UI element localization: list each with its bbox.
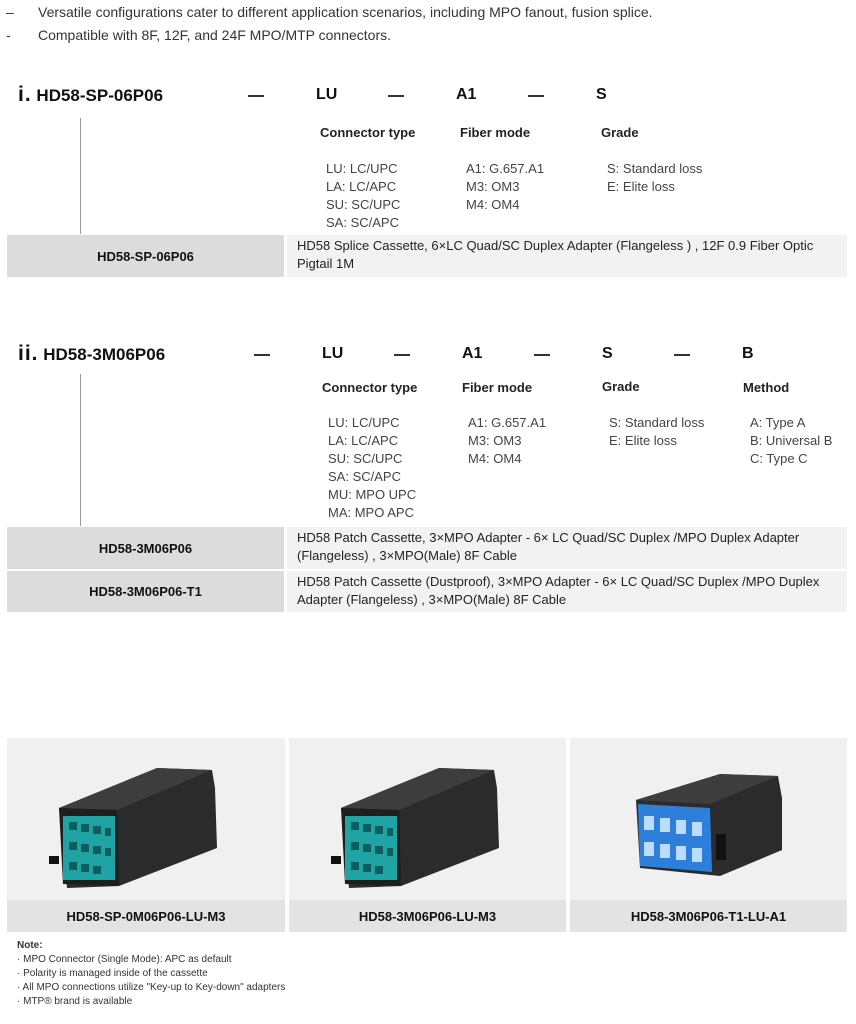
column-heading: Connector type	[322, 380, 418, 395]
roman-numeral: i	[18, 83, 25, 106]
section-2-title: ii. HD58-3M06P06	[18, 342, 166, 365]
option: SA: SC/APC	[328, 469, 401, 484]
connector-options	[326, 160, 400, 232]
product-card	[7, 738, 285, 932]
option: A1: G.657.A1	[468, 415, 547, 430]
product-caption: HD58-SP-0M06P06-LU-M3	[7, 900, 285, 932]
option: MU: MPO UPC	[328, 487, 417, 502]
fiber-options	[468, 414, 546, 468]
option: S: Standard loss	[607, 161, 703, 176]
product-image	[289, 738, 566, 898]
model-code: HD58-3M06P06	[43, 345, 166, 364]
option: LA: LC/APC	[326, 179, 397, 194]
note-item: · MTP® brand is available	[17, 996, 133, 1007]
adapter-block	[345, 816, 397, 880]
code-separator	[528, 95, 544, 97]
model-cell: HD58-3M06P06	[7, 527, 284, 569]
option: LU: LC/UPC	[328, 415, 400, 430]
option: C: Type C	[750, 451, 808, 466]
section-1-title: i. HD58-SP-06P06	[18, 83, 164, 106]
column-heading: Grade	[602, 379, 640, 394]
description-cell	[287, 571, 847, 612]
note-block	[17, 939, 285, 1009]
option: LA: LC/APC	[328, 433, 399, 448]
note-item: · Polarity is managed inside of the cassette	[17, 968, 208, 979]
connector-options	[328, 414, 416, 522]
description-line: Pigtail 1M	[297, 256, 355, 271]
tree-connector-line	[80, 118, 81, 234]
table-row	[7, 571, 847, 612]
intro-bullet	[0, 4, 856, 22]
description-cell	[287, 235, 847, 277]
bullet-dash: -	[6, 27, 11, 43]
code-part-grade: S	[602, 345, 613, 362]
fiber-options	[466, 160, 544, 214]
option: SU: SC/UPC	[328, 451, 403, 466]
option: M4: OM4	[466, 197, 520, 212]
note-item: · MPO Connector (Single Mode): APC as default	[17, 954, 232, 965]
model-cell: HD58-SP-06P06	[7, 235, 284, 277]
description-line: HD58 Patch Cassette, 3×MPO Adapter - 6× LC Quad/SC Duplex /MPO Duplex Adapter	[297, 530, 800, 545]
column-heading: Fiber mode	[460, 125, 531, 140]
code-separator	[674, 354, 690, 356]
adapter-block	[638, 804, 712, 872]
table-row	[7, 235, 847, 277]
roman-numeral: ii	[18, 342, 32, 365]
code-separator	[394, 354, 410, 356]
option: A: Type A	[750, 415, 806, 430]
description-line: HD58 Splice Cassette, 6×LC Quad/SC Duplex Adapter (Flangeless ) , 12F 0.9 Fiber Optic	[297, 238, 814, 253]
product-image	[570, 738, 847, 898]
option: SA: SC/APC	[326, 215, 399, 230]
code-part-fiber: A1	[462, 345, 483, 362]
note-item: · All MPO connections utilize "Key-up to Key-down" adapters	[17, 982, 286, 993]
code-separator	[534, 354, 550, 356]
product-caption: HD58-3M06P06-T1-LU-A1	[570, 900, 847, 932]
column-heading: Fiber mode	[462, 380, 533, 395]
description-line: HD58 Patch Cassette (Dustproof), 3×MPO Adapter - 6× LC Quad/SC Duplex /MPO Duplex	[297, 574, 820, 589]
code-part-method: B	[742, 345, 754, 362]
code-separator	[254, 354, 270, 356]
method-options	[750, 414, 832, 468]
option: M3: OM3	[466, 179, 520, 194]
code-separator	[388, 95, 404, 97]
cassette-image	[7, 738, 285, 898]
option: S: Standard loss	[609, 415, 705, 430]
grade-options	[607, 160, 702, 196]
column-heading: Method	[743, 380, 790, 395]
code-separator	[248, 95, 264, 97]
option: SU: SC/UPC	[326, 197, 401, 212]
code-part-connector: LU	[316, 86, 338, 103]
intro-bullet	[0, 27, 856, 45]
model-cell: HD58-3M06P06-T1	[7, 571, 284, 612]
table-row	[7, 527, 847, 569]
option: B: Universal B	[750, 433, 833, 448]
code-part-connector: LU	[322, 345, 344, 362]
bullet-text: Compatible with 8F, 12F, and 24F MPO/MTP connectors.	[38, 27, 392, 43]
bullet-dash: –	[6, 4, 14, 20]
description-line: Adapter (Flangeless) , 3×MPO(Male) 8F Cable	[297, 592, 567, 607]
adapter-block	[63, 816, 115, 880]
option: E: Elite loss	[609, 433, 677, 448]
description-cell	[287, 527, 847, 569]
product-image	[7, 738, 285, 898]
option: E: Elite loss	[607, 179, 675, 194]
description-line: (Flangeless) , 3×MPO(Male) 8F Cable	[297, 548, 517, 563]
model-code: HD58-SP-06P06	[36, 86, 164, 105]
option: A1: G.657.A1	[466, 161, 545, 176]
option: MA: MPO APC	[328, 505, 414, 520]
grade-options	[609, 414, 704, 450]
column-heading: Grade	[601, 125, 639, 140]
column-heading: Connector type	[320, 125, 416, 140]
cassette-image	[289, 738, 566, 898]
option: M4: OM4	[468, 451, 522, 466]
product-caption: HD58-3M06P06-LU-M3	[289, 900, 566, 932]
code-part-fiber: A1	[456, 86, 477, 103]
option: M3: OM3	[468, 433, 522, 448]
option: LU: LC/UPC	[326, 161, 398, 176]
product-card	[570, 738, 847, 932]
note-title: Note:	[17, 940, 43, 951]
cassette-image	[570, 738, 847, 898]
bullet-text: Versatile configurations cater to different application scenarios, including MPO fanout, fusion splice.	[38, 4, 653, 20]
code-part-grade: S	[596, 86, 607, 103]
tree-connector-line	[80, 374, 81, 526]
product-card	[289, 738, 566, 932]
